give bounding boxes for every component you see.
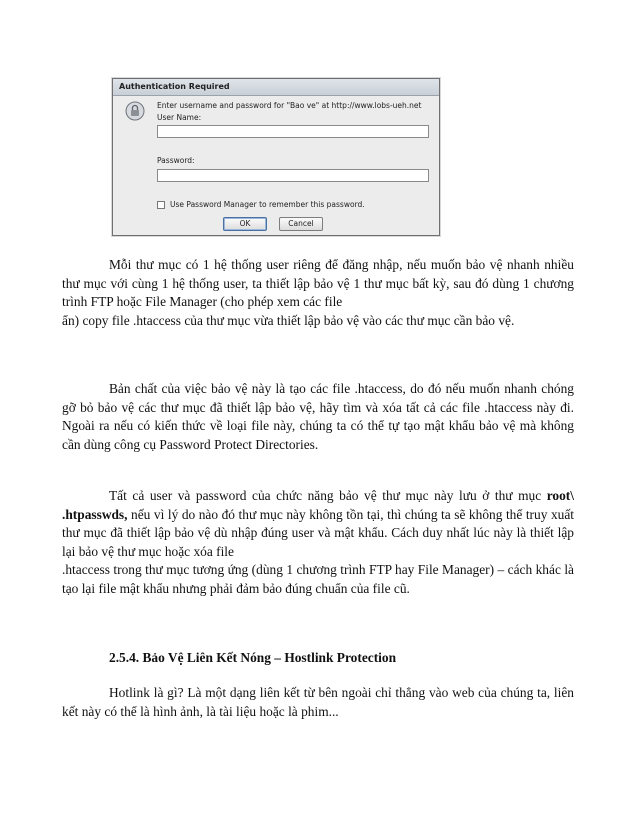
paragraph-1-text: Mỗi thư mục có 1 hệ thống user riêng để đăng nhập, nếu muốn bảo vệ nhanh nhiều thư mục với cùng 1 hệ thống user, ta thiết lập bảo vệ 1 thư mục bất kỳ, sau đó dùng 1 chương trình FTP hoặc File Manager (cho phép xem các file [62,257,574,310]
paragraph-3-continuation: .htaccess trong thư mục tương ứng (dùng 1 chương trình FTP hay File Manager) – cách khác là tạo lại file mật khẩu nhưng phải đảm bảo đúng chuẩn của file cũ. [62,562,574,596]
paragraph-4 [62,684,574,721]
section-heading: 2.5.4. Bảo Vệ Liên Kết Nóng – Hostlink Protection [109,650,397,665]
paragraph-4-text: Hotlink là gì? Là một dạng liên kết từ bên ngoài chỉ thẳng vào web của chúng ta, liên kết này có thể là hình ảnh, là tài liệu hoặc là phim... [62,685,574,719]
paragraph-2 [62,380,574,454]
paragraph-2-text: Bản chất của việc bảo vệ này là tạo các file .htaccess, do đó nếu muốn nhanh chóng gỡ bỏ bảo vệ các thư mục đã thiết lập bảo vệ, hãy tìm và xóa tất cả các file .htaccess này đi. Ngoài ra nếu có kiến thức về loại file này, chúng ta có thể tự tạo mật khẩu bảo vệ mà không cần dùng công cụ Password Protect Directories. [62,381,574,452]
paragraph-1 [62,256,574,330]
remember-password-row[interactable] [157,200,365,209]
key-lock-icon [125,101,145,121]
username-input[interactable] [157,125,429,138]
dialog-title: Authentication Required [113,79,439,96]
paragraph-1-continuation: ẩn) copy file .htaccess của thư mục vừa thiết lập bảo vệ vào các thư mục cần bảo vệ. [62,312,515,328]
username-label: User Name: [157,113,202,122]
dialog-prompt: Enter username and password for "Bao ve" at http://www.lobs-ueh.net [157,101,422,110]
authentication-dialog-image [112,78,440,236]
password-input[interactable] [157,169,429,182]
paragraph-3-part-a: Tất cả user và password của chức năng bảo vệ thư mục này lưu ở thư mục [109,488,542,503]
remember-checkbox[interactable] [157,201,165,209]
paragraph-3-text [62,487,574,561]
ok-button[interactable]: OK [223,217,267,231]
password-label: Password: [157,156,195,165]
cancel-button[interactable]: Cancel [279,217,323,231]
remember-label: Use Password Manager to remember this password. [170,200,365,209]
paragraph-3 [62,487,574,599]
htpasswds-path: root\ .htpasswds, [62,488,574,522]
paragraph-3-part-b: nếu vì lý do nào đó thư mục này không tồn tại, thì chúng ta sẽ không thể truy xuất thư mục đã thiết lập bảo vệ dù nhập đúng user và mật khẩu. Cách duy nhất lúc này là thiết lập lại bảo vệ thư mục hoặc xóa file [62,506,575,559]
